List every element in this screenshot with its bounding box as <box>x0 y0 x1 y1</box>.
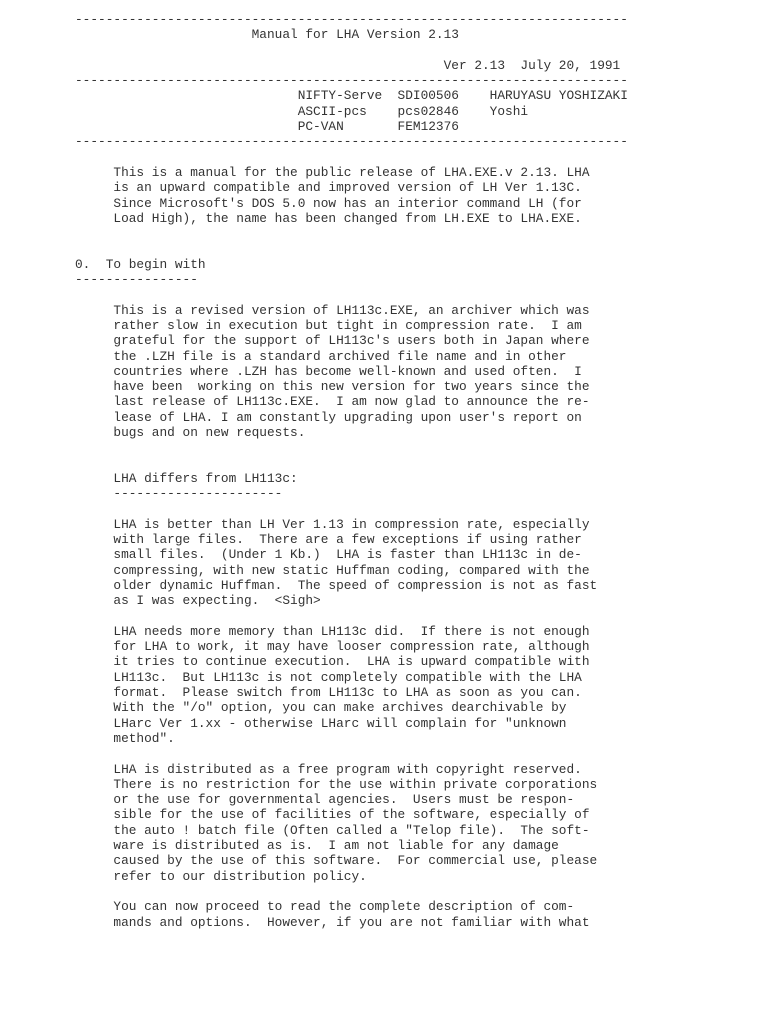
text-line: Ver 2.13 July 20, 1991 <box>75 57 621 73</box>
text-line: lease of LHA. I am constantly upgrading upon user's report on <box>75 409 582 425</box>
text-line: last release of LH113c.EXE. I am now glad to announce the re- <box>75 394 590 410</box>
text-line: You can now proceed to read the complete description of com- <box>75 899 575 915</box>
separator-line: ---------------- <box>75 272 198 288</box>
text-line: as I was expecting. <Sigh> <box>75 593 321 609</box>
text-line: ASCII-pcs pcs02846 Yoshi <box>75 103 529 119</box>
text-line: sible for the use of facilities of the software, especially of <box>75 807 590 823</box>
text-line: mands and options. However, if you are not familiar with what <box>75 914 590 930</box>
text-line: LHA is distributed as a free program with copyright reserved. <box>75 761 582 777</box>
separator-line: ------------------------------------------------------------------------ <box>75 12 628 27</box>
text-line: or the use for governmental agencies. Users must be respon- <box>75 792 575 808</box>
text-line: with large files. There are a few exceptions if using rather <box>75 532 582 548</box>
text-line: Manual for LHA Version 2.13 <box>75 27 459 43</box>
blank-line <box>75 440 755 455</box>
text-line: PC-VAN FEM12376 <box>75 119 459 135</box>
text-line: This is a revised version of LH113c.EXE, an archiver which was <box>75 302 590 318</box>
blank-line <box>75 746 755 761</box>
text-line: NIFTY-Serve SDI00506 HARUYASU YOSHIZAKI <box>75 88 628 104</box>
text-line: Load High), the name has been changed from LH.EXE to LHA.EXE. <box>75 210 582 226</box>
text-line: LHA is better than LH Ver 1.13 in compression rate, especially <box>75 516 590 532</box>
text-line: it tries to continue execution. LHA is upward compatible with <box>75 654 590 670</box>
text-line: the .LZH file is a standard archived file name and in other <box>75 348 567 364</box>
document-page <box>75 12 755 930</box>
blank-line <box>75 43 755 58</box>
text-line: LHA differs from LH113c: <box>75 470 298 486</box>
text-line: method". <box>75 730 175 746</box>
text-line: LHA needs more memory than LH113c did. If there is not enough <box>75 623 590 639</box>
blank-line <box>75 456 755 471</box>
blank-line <box>75 609 755 624</box>
text-line: for LHA to work, it may have looser compression rate, although <box>75 639 590 655</box>
text-line: is an upward compatible and improved version of LH Ver 1.13C. <box>75 180 582 196</box>
text-line: format. Please switch from LH113c to LHA as soon as you can. <box>75 685 582 701</box>
text-line: older dynamic Huffman. The speed of compression is not as fast <box>75 577 598 593</box>
text-line: bugs and on new requests. <box>75 425 306 441</box>
text-line: rather slow in execution but tight in compression rate. I am <box>75 317 582 333</box>
text-line: compressing, with new static Huffman coding, compared with the <box>75 562 590 578</box>
text-line: the auto ! batch file (Often called a "Telop file). The soft- <box>75 822 590 838</box>
blank-line <box>75 150 755 165</box>
text-line: refer to our distribution policy. <box>75 868 367 884</box>
text-line: 0. To begin with <box>75 256 206 272</box>
text-line: With the "/o" option, you can make archives dearchivable by <box>75 700 567 716</box>
text-line: small files. (Under 1 Kb.) LHA is faster than LH113c in de- <box>75 547 582 563</box>
blank-line <box>75 502 755 517</box>
separator-line: ---------------------- <box>75 486 283 502</box>
text-line: countries where .LZH has become well-known and used often. I <box>75 363 582 379</box>
text-line: grateful for the support of LH113c's users both in Japan where <box>75 333 590 349</box>
blank-line <box>75 884 755 899</box>
separator-line: ------------------------------------------------------------------------ <box>75 134 628 150</box>
text-line: ware is distributed as is. I am not liable for any damage <box>75 838 559 854</box>
text-line: have been working on this new version for two years since the <box>75 379 590 395</box>
text-line: There is no restriction for the use within private corporations <box>75 776 598 792</box>
blank-line <box>75 287 755 302</box>
text-line: caused by the use of this software. For commercial use, please <box>75 853 598 869</box>
text-line: Since Microsoft's DOS 5.0 now has an interior command LH (for <box>75 195 582 211</box>
blank-line <box>75 226 755 241</box>
text-line: This is a manual for the public release of LHA.EXE.v 2.13. LHA <box>75 164 590 180</box>
blank-line <box>75 241 755 256</box>
text-line: LH113c. But LH113c is not completely compatible with the LHA <box>75 669 582 685</box>
separator-line: ------------------------------------------------------------------------ <box>75 73 628 89</box>
text-line: LHarc Ver 1.xx - otherwise LHarc will complain for "unknown <box>75 715 567 731</box>
